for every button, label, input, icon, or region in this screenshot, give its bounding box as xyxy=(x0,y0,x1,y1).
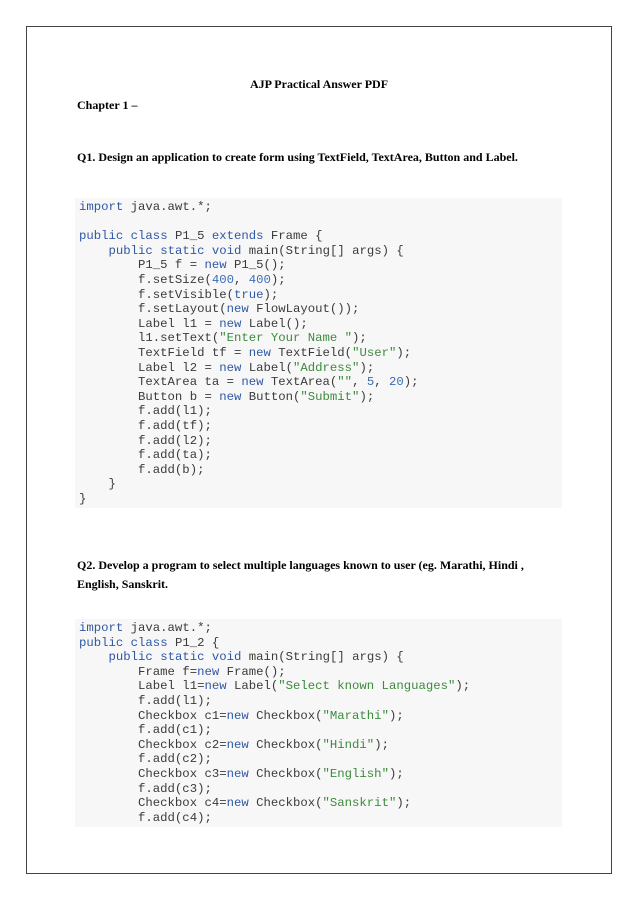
code-token: Checkbox c4= xyxy=(79,796,227,811)
code-token: "Select known Languages" xyxy=(278,679,456,694)
code-token: Frame { xyxy=(263,229,323,244)
code-line xyxy=(79,244,558,259)
code-token: void xyxy=(211,650,242,665)
code-token: 20 xyxy=(388,375,404,390)
code-block-q1 xyxy=(75,198,562,508)
code-token: , xyxy=(233,272,249,287)
code-line xyxy=(79,621,558,636)
code-token: , xyxy=(352,375,367,390)
code-token: Frame f= xyxy=(79,664,198,679)
code-token: ); xyxy=(374,737,389,752)
code-token: "English" xyxy=(322,766,389,781)
code-token xyxy=(204,244,211,258)
code-token: "Marathi" xyxy=(322,708,389,723)
code-token: Label l2 = xyxy=(79,360,220,375)
code-token xyxy=(79,244,109,258)
code-token: 400 xyxy=(211,272,234,287)
code-token: Checkbox c2= xyxy=(79,737,227,752)
code-token: java.awt.*; xyxy=(123,621,212,635)
code-token: "User" xyxy=(352,345,397,360)
code-line xyxy=(79,215,558,230)
code-token: P1_5 xyxy=(167,229,212,244)
code-token: Frame(); xyxy=(219,664,286,679)
code-token: Label l1= xyxy=(79,679,205,694)
code-line xyxy=(79,419,558,434)
code-token: ); xyxy=(396,345,412,360)
code-token: l1.setText( xyxy=(79,331,220,346)
code-token: f.add(b); xyxy=(79,462,205,477)
code-token: ); xyxy=(270,272,286,287)
code-token: f.add(tf); xyxy=(79,418,212,433)
code-token: new xyxy=(204,679,227,694)
code-token: Button b = xyxy=(79,389,220,404)
code-token xyxy=(123,229,130,243)
code-token: ); xyxy=(263,287,279,302)
code-block-q2 xyxy=(75,619,562,827)
code-token: new xyxy=(226,302,249,317)
code-token: Checkbox( xyxy=(248,796,323,811)
code-token: Label( xyxy=(241,360,294,375)
code-token: class xyxy=(130,635,168,650)
code-line xyxy=(79,492,558,507)
code-token: ); xyxy=(403,375,419,390)
code-line xyxy=(79,404,558,419)
code-line xyxy=(79,390,558,405)
code-token: P1_5(); xyxy=(226,258,286,273)
code-token: new xyxy=(219,389,242,404)
code-token: Checkbox c3= xyxy=(79,766,227,781)
code-token: "Submit" xyxy=(300,389,360,404)
code-token: "Hindi" xyxy=(322,737,375,752)
question-1: Q1. Design an application to create form using TextField, TextArea, Button and Label. xyxy=(77,150,518,164)
code-line xyxy=(79,375,558,390)
code-token: public xyxy=(108,243,153,258)
code-token: TextArea ta = xyxy=(79,375,242,390)
code-token: static xyxy=(160,650,205,665)
code-token: "Sanskrit" xyxy=(322,796,397,811)
code-token: TextArea( xyxy=(263,375,338,390)
code-token: P1_2 { xyxy=(167,635,220,650)
code-token: } xyxy=(79,477,116,492)
code-token: true xyxy=(233,287,264,302)
code-token: Checkbox( xyxy=(248,708,323,723)
code-token: Checkbox c1= xyxy=(79,708,227,723)
code-token: "" xyxy=(337,375,353,390)
code-token: new xyxy=(226,766,249,781)
code-line xyxy=(79,709,558,724)
code-line xyxy=(79,448,558,463)
code-line xyxy=(79,679,558,694)
code-token: f.add(l1); xyxy=(79,404,212,419)
code-token: f.add(c1); xyxy=(79,723,212,738)
code-token: new xyxy=(248,345,271,360)
code-token: Label(); xyxy=(241,316,308,331)
code-token: ); xyxy=(396,796,412,811)
code-token: new xyxy=(219,316,242,331)
code-token: new xyxy=(226,708,249,723)
code-token: TextField( xyxy=(270,345,353,360)
code-token: new xyxy=(226,796,249,811)
code-token: ); xyxy=(388,708,404,723)
code-token: void xyxy=(211,243,242,258)
code-line xyxy=(79,477,558,492)
code-token: f.add(l2); xyxy=(79,433,212,448)
code-token: new xyxy=(219,360,242,375)
code-line xyxy=(79,636,558,651)
code-line xyxy=(79,200,558,215)
code-token: f.setLayout( xyxy=(79,302,227,317)
code-line xyxy=(79,346,558,361)
code-token: P1_5 f = xyxy=(79,258,205,273)
code-token: public xyxy=(79,229,124,244)
code-token: ); xyxy=(359,389,375,404)
code-token: Label( xyxy=(226,679,279,694)
code-token: f.setSize( xyxy=(79,272,212,287)
code-token: "Address" xyxy=(293,360,360,375)
code-line xyxy=(79,229,558,244)
code-token: f.add(c2); xyxy=(79,752,212,767)
code-token: public xyxy=(108,650,153,665)
code-line xyxy=(79,796,558,811)
code-line xyxy=(79,767,558,782)
code-line xyxy=(79,302,558,317)
code-line xyxy=(79,434,558,449)
question-2: Q2. Develop a program to select multiple languages known to user (eg. Marathi, Hindi , English, Sanskrit. xyxy=(77,558,524,591)
code-token: f.add(l1); xyxy=(79,693,212,708)
code-line xyxy=(79,288,558,303)
code-line xyxy=(79,694,558,709)
code-token: f.add(c3); xyxy=(79,781,212,796)
code-line xyxy=(79,463,558,478)
code-line xyxy=(79,650,558,665)
code-token: import xyxy=(79,621,124,635)
code-token: public xyxy=(79,635,124,650)
code-line xyxy=(79,811,558,826)
code-token: main(String[] args) { xyxy=(241,243,404,258)
code-line xyxy=(79,361,558,376)
code-token: } xyxy=(79,491,87,506)
code-token: Button( xyxy=(241,389,301,404)
code-token: new xyxy=(204,258,227,273)
code-token: static xyxy=(160,243,205,258)
code-token: new xyxy=(197,664,220,679)
code-line xyxy=(79,738,558,753)
code-token: import xyxy=(79,200,124,214)
code-token: f.add(c4); xyxy=(79,810,212,825)
code-line xyxy=(79,782,558,797)
code-token: 5 xyxy=(366,375,375,390)
code-token: ); xyxy=(359,360,375,375)
code-token: FlowLayout()); xyxy=(248,302,360,317)
code-line xyxy=(79,273,558,288)
code-token: ); xyxy=(455,679,471,694)
code-line xyxy=(79,752,558,767)
code-line xyxy=(79,723,558,738)
code-token: new xyxy=(226,737,249,752)
code-line xyxy=(79,258,558,273)
code-token: main(String[] args) { xyxy=(241,650,404,665)
code-token: Checkbox( xyxy=(248,766,323,781)
code-token: ); xyxy=(352,331,367,346)
code-token: new xyxy=(241,375,264,390)
code-token xyxy=(204,650,211,664)
document-title: AJP Practical Answer PDF xyxy=(249,77,389,91)
code-token: , xyxy=(374,375,389,390)
code-token: java.awt.*; xyxy=(123,200,212,214)
code-token: Label l1 = xyxy=(79,316,220,331)
chapter-heading: Chapter 1 – xyxy=(77,98,138,112)
code-token: Checkbox( xyxy=(248,737,323,752)
code-token: ); xyxy=(388,766,404,781)
code-token xyxy=(123,636,130,650)
code-token: class xyxy=(130,229,168,244)
code-token: f.setVisible( xyxy=(79,287,234,302)
code-line xyxy=(79,665,558,680)
code-line xyxy=(79,331,558,346)
code-token xyxy=(79,650,109,664)
code-token: "Enter Your Name " xyxy=(219,331,353,346)
code-token: f.add(ta); xyxy=(79,448,212,463)
code-token: TextField tf = xyxy=(79,345,249,360)
code-token: 400 xyxy=(248,272,271,287)
code-line xyxy=(79,317,558,332)
code-token: extends xyxy=(211,229,264,244)
